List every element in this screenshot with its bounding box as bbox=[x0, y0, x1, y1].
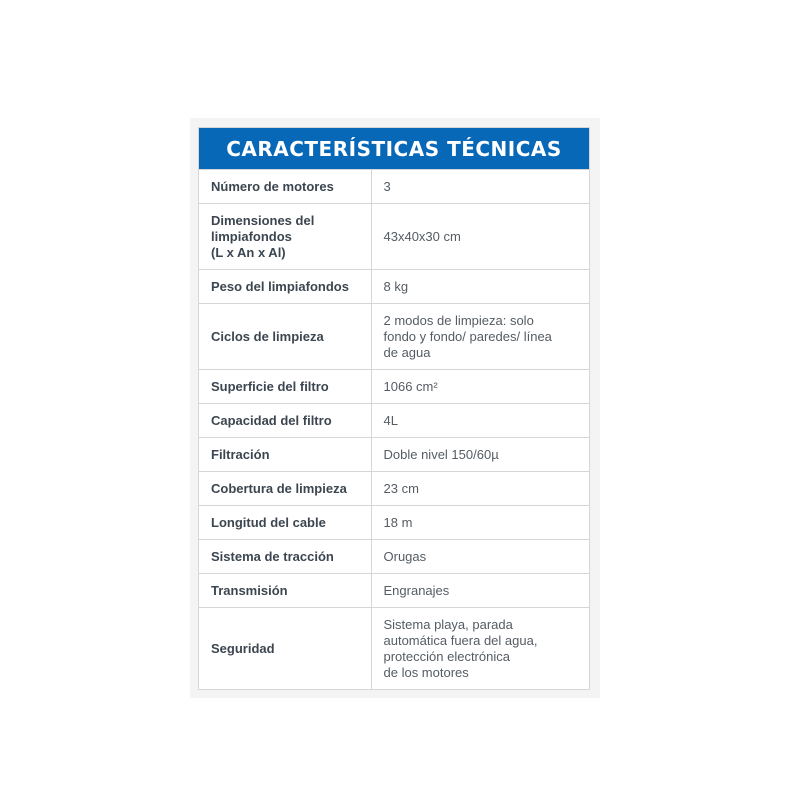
row-value: 23 cm bbox=[371, 472, 589, 506]
row-value: 2 modos de limpieza: solo fondo y fondo/ paredes/ línea de agua bbox=[371, 304, 589, 370]
spec-table-card bbox=[198, 127, 590, 690]
table-row-safety bbox=[199, 608, 589, 690]
row-label: Dimensiones del limpiafondos (L x An x Al) bbox=[199, 204, 371, 270]
row-value: 8 kg bbox=[371, 270, 589, 304]
row-value: Doble nivel 150/60µ bbox=[371, 438, 589, 472]
table-row-dimensions bbox=[199, 204, 589, 270]
row-value: 1066 cm² bbox=[371, 370, 589, 404]
row-value: Sistema playa, parada automática fuera del agua, protección electrónica de los motores bbox=[371, 608, 589, 690]
table-row-filtration bbox=[199, 438, 589, 472]
row-label: Transmisión bbox=[199, 574, 371, 608]
row-label: Sistema de tracción bbox=[199, 540, 371, 574]
spec-table-title: CARACTERÍSTICAS TÉCNICAS bbox=[199, 128, 589, 169]
table-row-transmission bbox=[199, 574, 589, 608]
row-value: 3 bbox=[371, 170, 589, 204]
row-label: Cobertura de limpieza bbox=[199, 472, 371, 506]
row-label: Seguridad bbox=[199, 608, 371, 690]
row-value: Orugas bbox=[371, 540, 589, 574]
row-label: Peso del limpiafondos bbox=[199, 270, 371, 304]
row-label: Longitud del cable bbox=[199, 506, 371, 540]
table-row-coverage bbox=[199, 472, 589, 506]
row-value: 4L bbox=[371, 404, 589, 438]
table-row-traction bbox=[199, 540, 589, 574]
row-value: 18 m bbox=[371, 506, 589, 540]
row-label: Ciclos de limpieza bbox=[199, 304, 371, 370]
row-label: Capacidad del filtro bbox=[199, 404, 371, 438]
table-row-filter-capacity bbox=[199, 404, 589, 438]
row-label: Superficie del filtro bbox=[199, 370, 371, 404]
row-value: Engranajes bbox=[371, 574, 589, 608]
spec-table bbox=[199, 169, 589, 689]
row-label: Número de motores bbox=[199, 170, 371, 204]
table-row-filter-surface bbox=[199, 370, 589, 404]
row-label: Filtración bbox=[199, 438, 371, 472]
row-value: 43x40x30 cm bbox=[371, 204, 589, 270]
table-row-weight bbox=[199, 270, 589, 304]
table-row-cycles bbox=[199, 304, 589, 370]
table-row-cable bbox=[199, 506, 589, 540]
table-row-motors bbox=[199, 170, 589, 204]
